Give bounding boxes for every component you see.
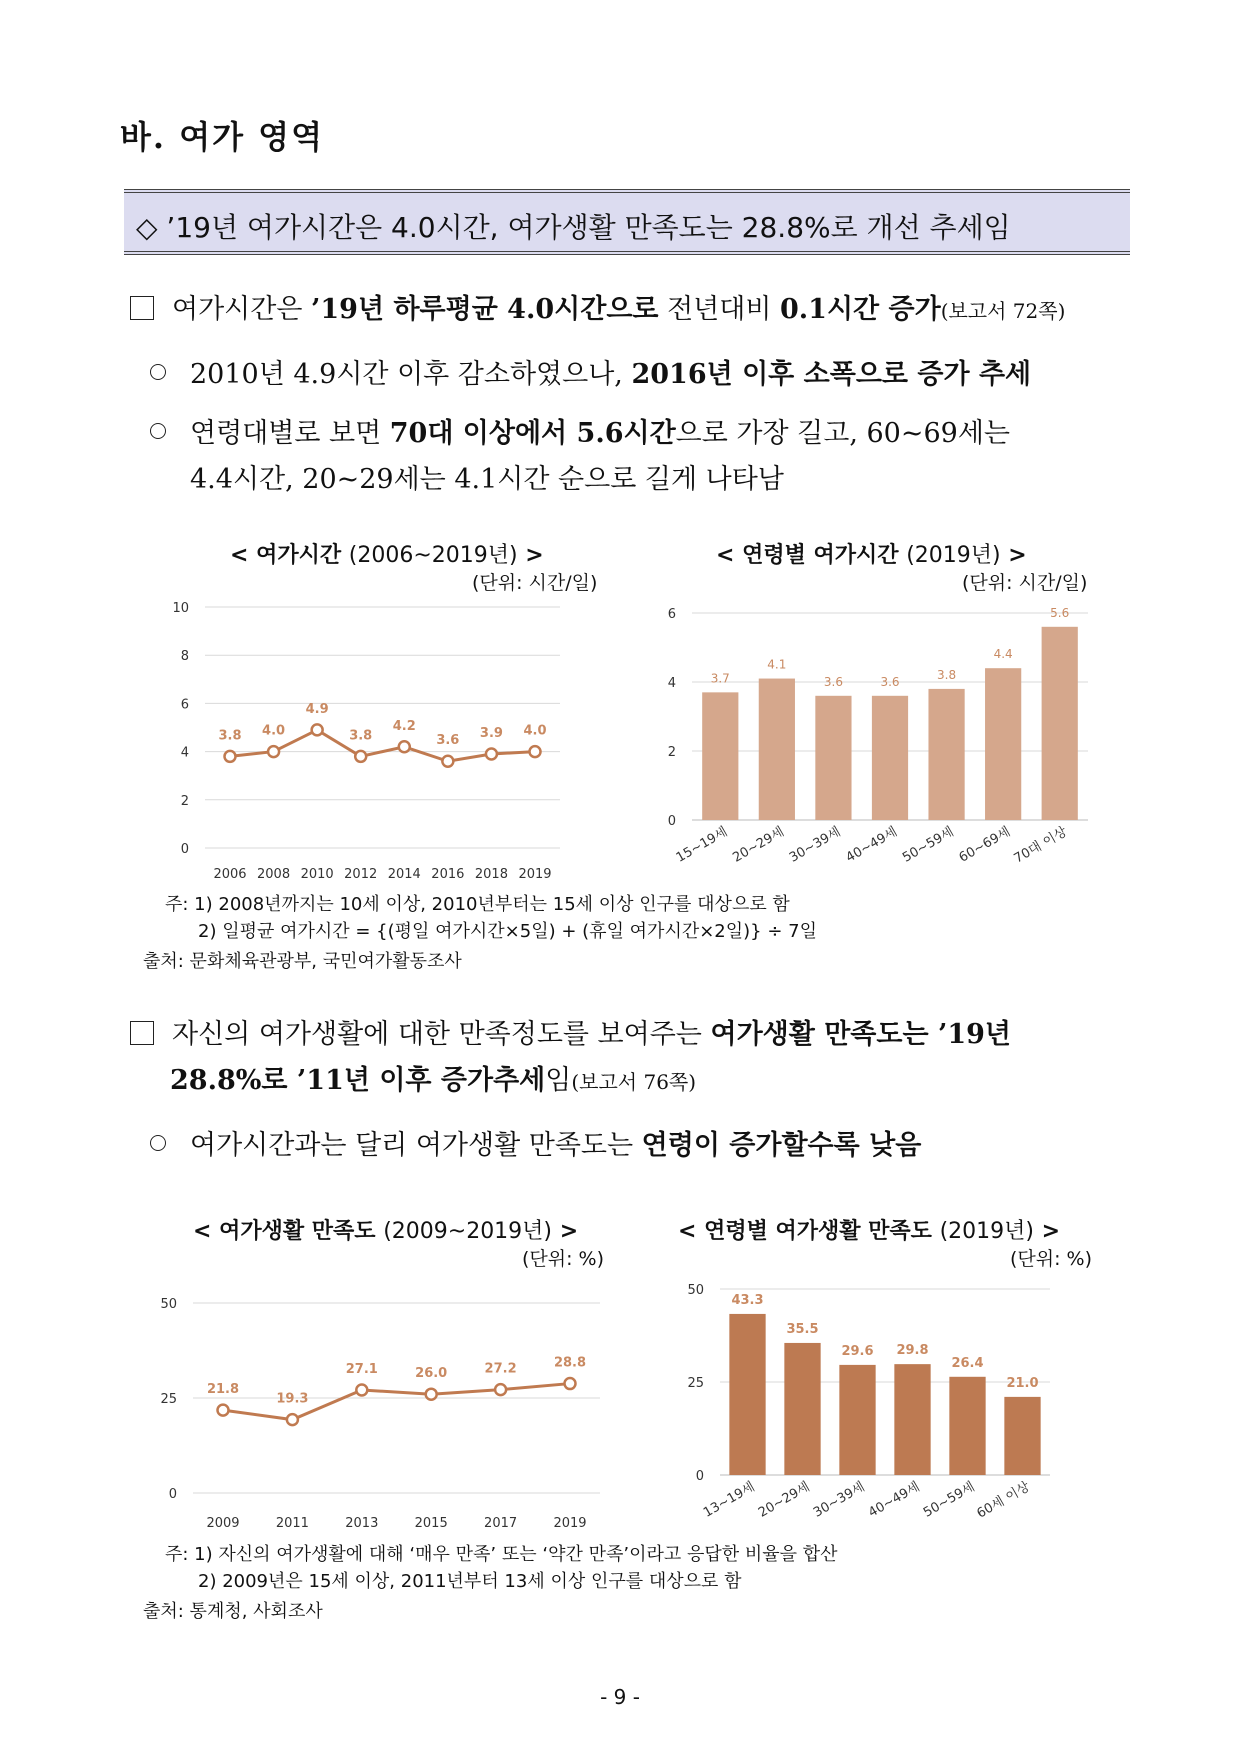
text: 여가시간과는 달리 여가생활 만족도는 (190, 1130, 642, 1161)
note-3: 주: 1) 자신의 여가생활에 대해 ‘매우 만족’ 또는 ‘약간 만족’이라고 응답한 비율을 합산 (165, 1544, 838, 1565)
bar (985, 668, 1021, 820)
bar (1004, 1397, 1040, 1475)
emphasis: 28.8%로 ’11년 이후 증가추세 (170, 1065, 546, 1096)
x-tick-label: 2017 (484, 1516, 518, 1531)
x-tick-label: 40~49세 (843, 824, 900, 866)
data-label: 3.7 (710, 671, 730, 686)
text: 전년대비 (658, 294, 780, 325)
x-tick-label: 15~19세 (673, 824, 731, 866)
y-tick-label: 10 (172, 601, 189, 616)
y-tick-label: 6 (180, 697, 189, 713)
y-tick-label: 25 (687, 1376, 704, 1391)
chart3-unit: (단위: %) (522, 1248, 605, 1270)
data-label: 21.0 (1006, 1375, 1039, 1391)
bar (1042, 627, 1078, 820)
data-label: 29.8 (896, 1343, 929, 1359)
data-label: 3.6 (436, 733, 460, 749)
x-tick-label: 70대 이상 (1011, 824, 1070, 867)
bar (928, 689, 964, 820)
chart4-bar (680, 1275, 1080, 1535)
x-tick-label: 2010 (300, 867, 334, 882)
emphasis: ’19년 하루평균 4.0시간으로 (311, 294, 659, 325)
sub-bullet-age (150, 416, 1010, 451)
paragraph-satisfaction (130, 1017, 1011, 1052)
circle-bullet-icon (150, 423, 166, 439)
bar (784, 1343, 820, 1475)
x-tick-label: 2013 (345, 1516, 379, 1531)
data-point (495, 1384, 506, 1395)
source-2: 출처: 통계청, 사회조사 (143, 1601, 323, 1622)
chart2-unit: (단위: 시간/일) (962, 572, 1088, 594)
chart1-title: < 여가시간 (2006~2019년) > (230, 543, 544, 568)
data-label: 19.3 (276, 1391, 309, 1407)
data-label: 28.8 (553, 1355, 587, 1371)
data-label: 3.8 (349, 728, 373, 744)
circle-bullet-icon (150, 364, 166, 380)
text: 으로 가장 길고, 60~69세는 (675, 418, 1010, 449)
y-tick-label: 2 (180, 793, 189, 809)
chart1-line (160, 595, 620, 885)
x-tick-label: 30~39세 (811, 1479, 868, 1521)
x-tick-label: 30~39세 (786, 824, 844, 866)
x-tick-label: 13~19세 (701, 1479, 758, 1521)
x-tick-label: 2012 (344, 867, 378, 882)
data-point (218, 1405, 229, 1416)
data-point (287, 1414, 298, 1425)
y-tick-label: 50 (687, 1283, 704, 1298)
text: 여가시간은 (172, 294, 311, 325)
data-label: 4.4 (993, 647, 1013, 662)
data-label: 26.4 (951, 1355, 984, 1371)
x-tick-label: 20~29세 (756, 1479, 813, 1521)
x-tick-label: 2016 (431, 867, 465, 882)
source-1: 출처: 문화체육관광부, 국민여가활동조사 (143, 951, 462, 972)
data-point (268, 746, 279, 757)
data-label: 3.8 (937, 667, 957, 682)
y-tick-label: 50 (160, 1297, 177, 1312)
x-tick-label: 2014 (387, 867, 421, 882)
data-label: 3.9 (479, 726, 503, 742)
chart2-title: < 연령별 여가시간 (2019년) > (716, 543, 1027, 568)
data-label: 35.5 (786, 1321, 819, 1337)
circle-bullet-icon (150, 1135, 166, 1151)
chart2-bar (650, 595, 1110, 885)
x-tick-label: 2008 (257, 867, 291, 882)
y-tick-label: 25 (160, 1392, 177, 1407)
x-tick-label: 50~59세 (921, 1479, 978, 1521)
note-2: 2) 일평균 여가시간 = {(평일 여가시간×5일) + (휴일 여가시간×2일)} ÷ 7일 (198, 921, 817, 942)
chart4-title: < 연령별 여가생활 만족도 (2019년) > (678, 1219, 1061, 1244)
x-tick-label: 2015 (414, 1516, 448, 1531)
emphasis: 연령이 증가할수록 낮음 (641, 1130, 922, 1161)
y-tick-label: 0 (180, 842, 189, 857)
text: 연령대별로 보면 (190, 418, 390, 449)
bar (759, 679, 795, 820)
text: 4.4시간, 20~29세는 4.1시간 순으로 길게 나타남 (190, 464, 784, 495)
data-point (530, 746, 541, 757)
x-tick-label: 50~59세 (900, 824, 957, 866)
bar (839, 1365, 875, 1475)
section-title: 바. 여가 영역 (120, 118, 324, 156)
report-ref: (보고서 76쪽) (571, 1070, 697, 1094)
series-line (223, 1384, 570, 1420)
chart4-unit: (단위: %) (1010, 1248, 1093, 1270)
data-label: 4.9 (305, 701, 329, 717)
data-label: 5.6 (1050, 605, 1070, 620)
data-label: 27.2 (484, 1361, 517, 1377)
data-label: 4.2 (392, 718, 416, 734)
square-bullet-icon (130, 1021, 154, 1045)
x-tick-label: 2019 (518, 867, 552, 882)
bar (894, 1364, 930, 1475)
data-label: 4.0 (262, 723, 286, 739)
data-label: 3.6 (823, 674, 843, 689)
data-point (356, 1385, 367, 1396)
data-point (442, 756, 453, 767)
bar (949, 1377, 985, 1475)
data-point (486, 749, 497, 760)
x-tick-label: 60세 이상 (974, 1479, 1033, 1522)
data-label: 29.6 (841, 1343, 874, 1359)
text: 자신의 여가생활에 대한 만족정도를 보여주는 (172, 1019, 711, 1050)
data-point (399, 741, 410, 752)
bar (815, 696, 851, 820)
y-tick-label: 4 (180, 745, 189, 761)
x-tick-label: 2018 (474, 867, 508, 882)
x-tick-label: 2011 (275, 1516, 309, 1531)
emphasis: 0.1시간 증가 (779, 294, 941, 325)
data-label: 3.8 (218, 728, 242, 744)
y-tick-label: 4 (667, 676, 676, 691)
emphasis: 2016년 이후 소폭으로 증가 추세 (631, 359, 1032, 390)
data-point (355, 751, 366, 762)
y-tick-label: 0 (667, 814, 676, 829)
data-label: 26.0 (415, 1366, 448, 1382)
data-point (565, 1378, 576, 1389)
page-number: - 9 - (600, 1685, 640, 1709)
y-tick-label: 2 (667, 745, 676, 760)
chart1-unit: (단위: 시간/일) (472, 572, 598, 594)
x-tick-label: 2009 (206, 1516, 240, 1531)
bar (872, 696, 908, 820)
report-ref: (보고서 72쪽) (940, 299, 1066, 323)
data-point (225, 751, 236, 762)
data-label: 21.8 (206, 1382, 240, 1398)
y-tick-label: 6 (667, 607, 676, 622)
emphasis: 여가생활 만족도는 ’19년 (710, 1019, 1011, 1050)
sub-bullet-trend (150, 357, 1031, 392)
y-tick-label: 0 (695, 1469, 704, 1484)
paragraph-leisure-time (130, 292, 1065, 327)
chart3-title: < 여가생활 만족도 (2009~2019년) > (193, 1219, 579, 1244)
note-4: 2) 2009년은 15세 이상, 2011년부터 13세 이상 인구를 대상으로 함 (198, 1571, 742, 1592)
note-1: 주: 1) 2008년까지는 10세 이상, 2010년부터는 15세 이상 인구를 대상으로 함 (165, 894, 790, 915)
x-tick-label: 40~49세 (866, 1479, 923, 1521)
x-tick-label: 60~69세 (956, 824, 1014, 866)
data-label: 3.6 (880, 674, 900, 689)
data-point (426, 1389, 437, 1400)
bar (702, 692, 738, 820)
data-label: 4.0 (523, 723, 547, 739)
chart3-line (150, 1275, 630, 1535)
y-tick-label: 0 (168, 1487, 177, 1502)
data-point (312, 724, 323, 735)
summary-text: ◇ ’19년 여가시간은 4.0시간, 여가생활 만족도는 28.8%로 개선 추세임 (136, 211, 1011, 244)
sub-bullet-satisfaction (150, 1128, 921, 1163)
bar (729, 1314, 765, 1475)
x-tick-label: 20~29세 (730, 824, 787, 866)
x-tick-label: 2019 (553, 1516, 587, 1531)
x-tick-label: 2006 (213, 867, 247, 882)
y-tick-label: 8 (180, 649, 189, 665)
emphasis: 70대 이상에서 5.6시간 (389, 418, 676, 449)
summary-box (124, 189, 1130, 255)
paragraph-satisfaction-cont (170, 1063, 696, 1098)
data-label: 27.1 (345, 1362, 378, 1378)
text: 2010년 4.9시간 이후 감소하였으나, (190, 359, 632, 390)
data-label: 43.3 (731, 1292, 764, 1308)
data-label: 4.1 (767, 657, 787, 672)
text: 임 (545, 1065, 572, 1096)
square-bullet-icon (130, 296, 154, 320)
sub-bullet-age-cont (190, 462, 784, 497)
